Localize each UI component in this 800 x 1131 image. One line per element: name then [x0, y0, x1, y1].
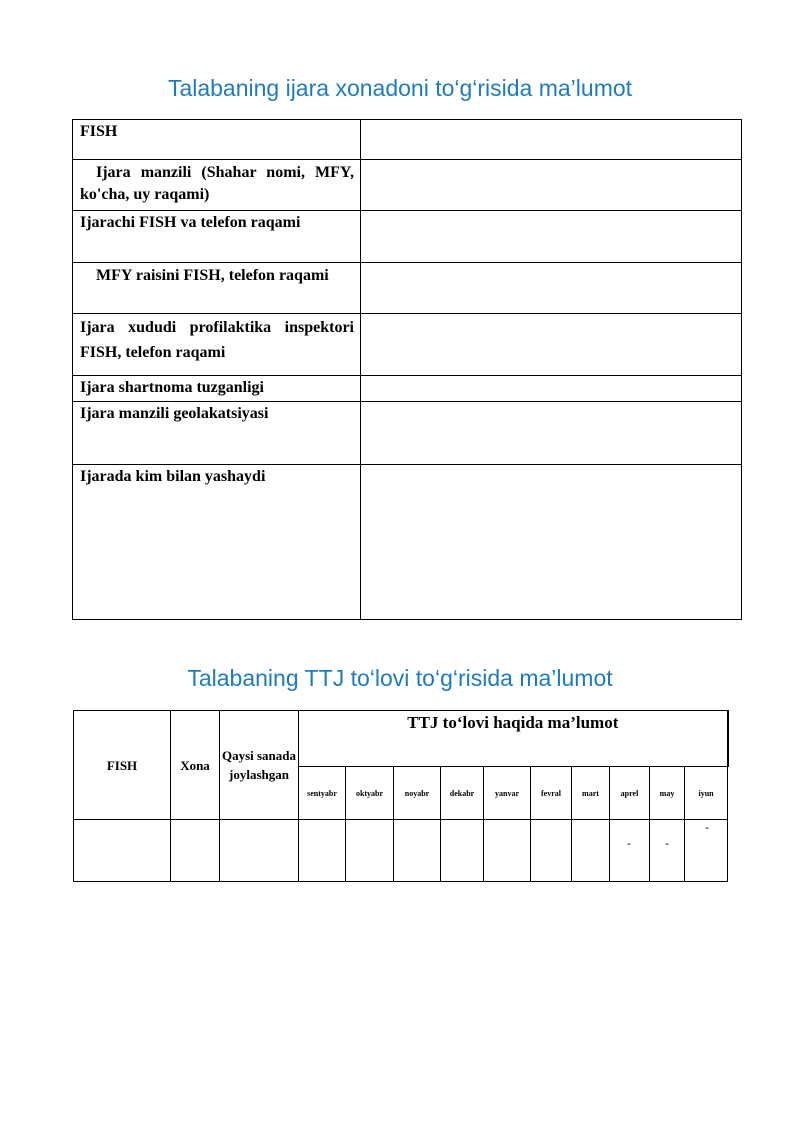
header-qaysi-sanada: Qaysi sanada joylashgan — [220, 711, 299, 820]
section-title-rental: Talabaning ijara xonadoni to‘g‘risida ma’lumot — [167, 75, 633, 101]
cell-month[interactable] — [394, 820, 441, 882]
cell-month[interactable] — [484, 820, 531, 882]
month-header: aprel — [610, 767, 650, 820]
cell-fish[interactable] — [74, 820, 171, 882]
section-title-ttj: Talabaning TTJ to‘lovi to‘g‘risida ma’lumot — [187, 665, 613, 691]
table-row — [73, 402, 742, 465]
cell-month[interactable] — [572, 820, 610, 882]
row-value-geolocation[interactable] — [361, 402, 742, 465]
cell-month[interactable] — [685, 820, 728, 882]
dash-mark: - — [665, 836, 669, 850]
month-header: dekabr — [441, 767, 484, 820]
row-value-inspector[interactable] — [361, 314, 742, 376]
row-label-fish: FISH — [73, 120, 361, 160]
row-value-fish[interactable] — [361, 120, 742, 160]
row-label-landlord: Ijarachi FISH va telefon raqami — [73, 211, 361, 263]
table-row — [73, 263, 742, 314]
month-header: iyun — [685, 767, 728, 820]
cell-xona[interactable] — [171, 820, 220, 882]
row-value-address[interactable] — [361, 160, 742, 211]
row-value-contract[interactable] — [361, 376, 742, 402]
header-xona: Xona — [171, 711, 220, 820]
rental-info-table — [72, 119, 742, 620]
table-row — [74, 820, 728, 882]
ttj-payment-table — [73, 710, 729, 882]
table-row — [73, 120, 742, 160]
table-header-row — [74, 711, 728, 767]
table-row — [73, 211, 742, 263]
cell-month[interactable] — [299, 820, 346, 882]
row-value-mfy-chair[interactable] — [361, 263, 742, 314]
cell-month[interactable] — [610, 820, 650, 882]
header-fish: FISH — [74, 711, 171, 820]
row-label-contract: Ijara shartnoma tuzganligi — [73, 376, 361, 402]
month-header: noyabr — [394, 767, 441, 820]
row-label-geolocation: Ijara manzili geolakatsiyasi — [73, 402, 361, 465]
table-row — [73, 465, 742, 620]
month-header: sentyabr — [299, 767, 346, 820]
row-value-cohabitants[interactable] — [361, 465, 742, 620]
row-label-cohabitants: Ijarada kim bilan yashaydi — [73, 465, 361, 620]
cell-month[interactable] — [441, 820, 484, 882]
dash-mark: - — [627, 836, 631, 850]
table-row — [73, 314, 742, 376]
table-row — [73, 376, 742, 402]
row-label-mfy-chair: MFY raisini FISH, telefon raqami — [73, 263, 361, 314]
month-header: oktyabr — [346, 767, 394, 820]
month-header: yanvar — [484, 767, 531, 820]
month-header: may — [650, 767, 685, 820]
header-payment-info: TTJ to‘lovi haqida ma’lumot — [299, 711, 728, 767]
cell-month[interactable] — [650, 820, 685, 882]
cell-month[interactable] — [531, 820, 572, 882]
cell-month[interactable] — [346, 820, 394, 882]
dash-mark: - — [705, 820, 709, 834]
cell-qaysi[interactable] — [220, 820, 299, 882]
table-row — [73, 160, 742, 211]
month-header: mart — [572, 767, 610, 820]
row-label-address: Ijara manzili (Shahar nomi, MFY, ko'cha, uy raqami) — [73, 160, 361, 211]
month-header: fevral — [531, 767, 572, 820]
row-label-inspector: Ijara xududi profilaktika inspektori FISH, telefon raqami — [73, 314, 361, 376]
row-value-landlord[interactable] — [361, 211, 742, 263]
